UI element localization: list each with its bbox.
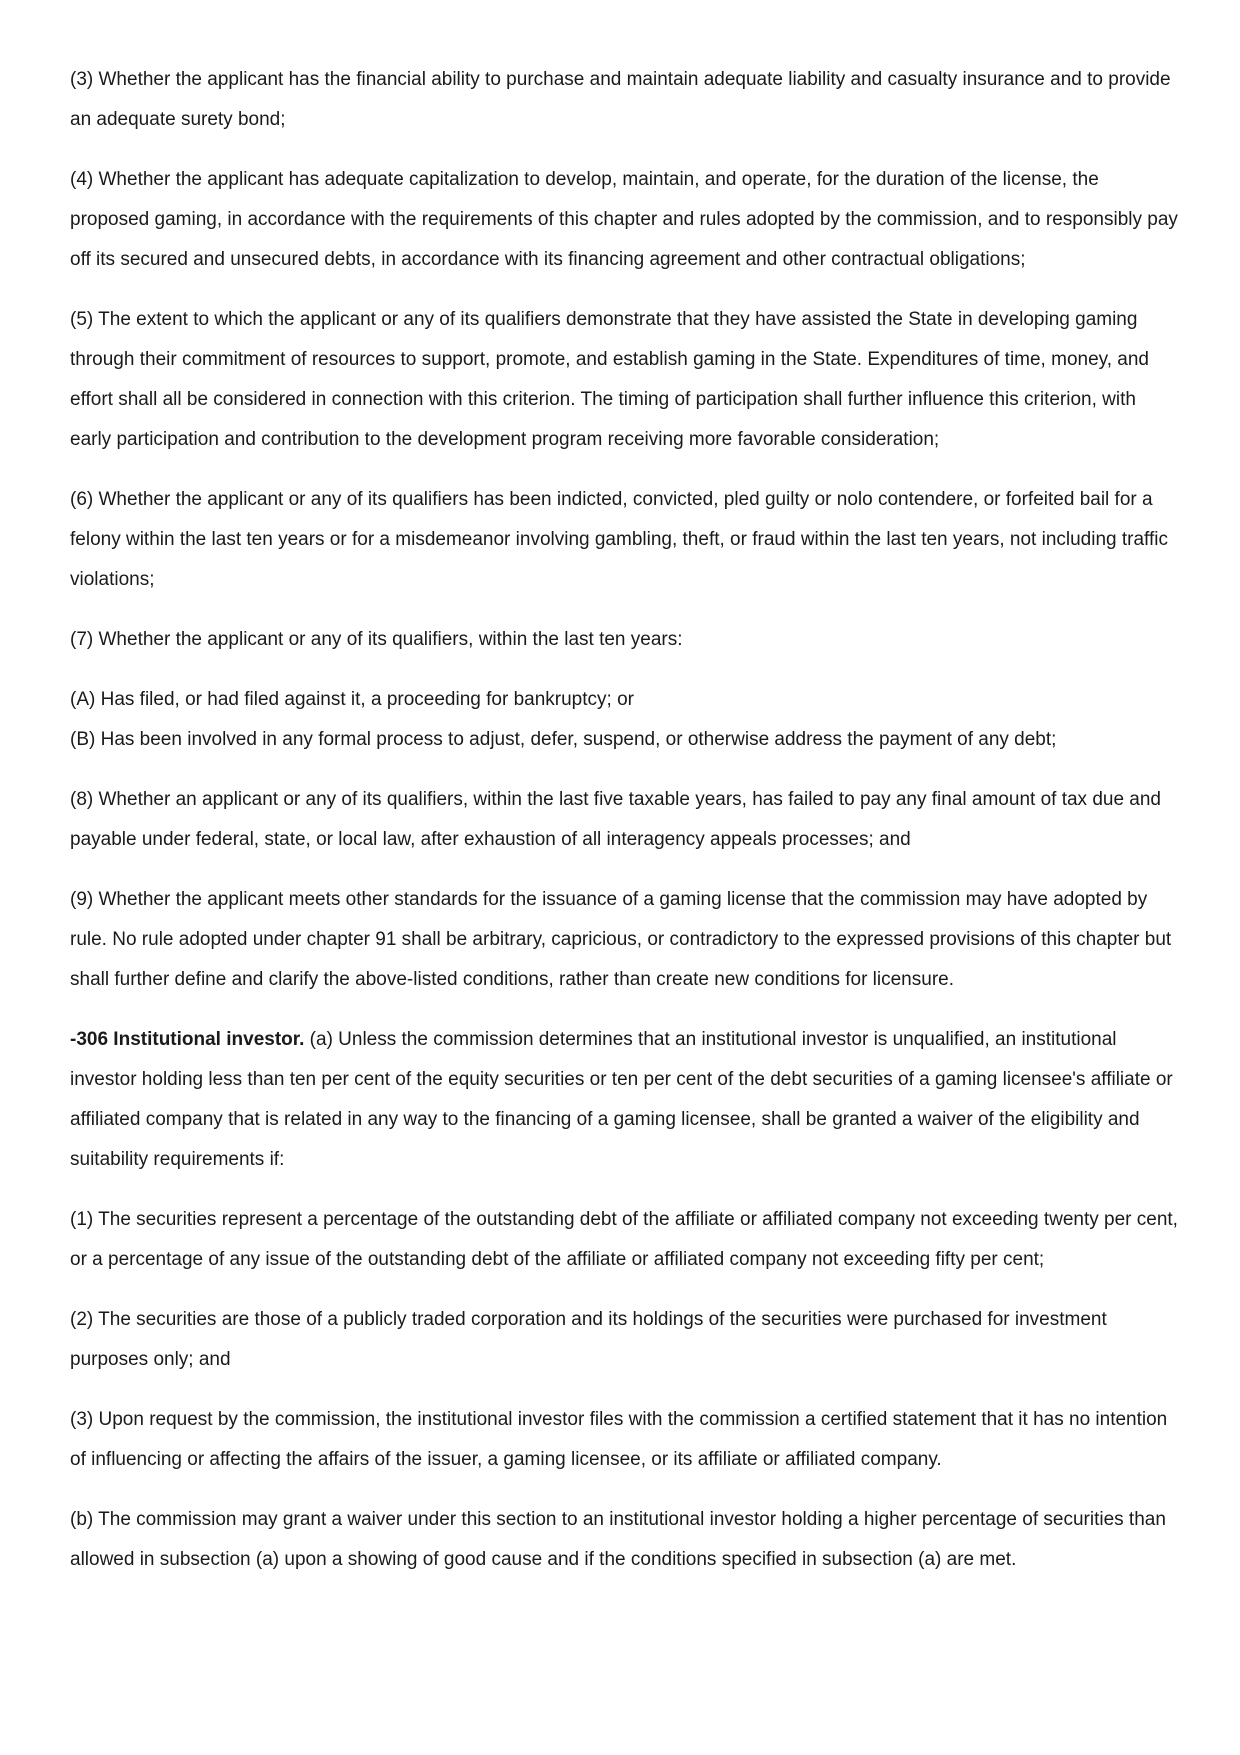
- section-306-paragraph-a: [70, 1020, 1180, 1180]
- section-306-item-2: (2) The securities are those of a publicly traded corporation and its holdings of the securities were purchased for investment purposes only; and: [70, 1309, 1107, 1370]
- section-306-intro: (a) Unless the commission determines that an institutional investor is unqualified, an institutional investor holding less than ten per cent of the equity securities or ten per cent of the debt securities of a gaming licensee's affiliate or affiliated company that is related in any way to the financing of a gaming licensee, shall be granted a waiver of the eligibility and suitability requirements if:: [70, 1029, 1173, 1170]
- paragraph-9: (9) Whether the applicant meets other standards for the issuance of a gaming license that the commission may have adopted by rule. No rule adopted under chapter 91 shall be arbitrary, capricious, or contradictory to the expressed provisions of this chapter but shall further define and clarify the above-listed conditions, rather than create new conditions for licensure.: [70, 889, 1172, 990]
- section-306-paragraph-b: (b) The commission may grant a waiver under this section to an institutional investor holding a higher percentage of securities than allowed in subsection (a) upon a showing of good cause and if the conditions specified in subsection (a) are met.: [70, 1509, 1166, 1570]
- paragraph-6: (6) Whether the applicant or any of its qualifiers has been indicted, convicted, pled guilty or nolo contendere, or forfeited bail for a felony within the last ten years or for a misdemeanor involving gambling, theft, or fraud within the last ten years, not including traffic violations;: [70, 489, 1168, 590]
- paragraph-8: (8) Whether an applicant or any of its qualifiers, within the last five taxable years, has failed to pay any final amount of tax due and payable under federal, state, or local law, after exhaustion of all interagency appeals processes; and: [70, 789, 1161, 850]
- section-306-item-1: (1) The securities represent a percentage of the outstanding debt of the affiliate or affiliated company not exceeding twenty per cent, or a percentage of any issue of the outstanding debt of the affiliate or affiliated company not exceeding fifty per cent;: [70, 1209, 1178, 1270]
- paragraph-7-b: (B) Has been involved in any formal process to adjust, defer, suspend, or otherwise address the payment of any debt;: [70, 729, 1057, 750]
- document-page: [70, 60, 1180, 1600]
- paragraph-4: (4) Whether the applicant has adequate capitalization to develop, maintain, and operate, for the duration of the license, the proposed gaming, in accordance with the requirements of this chapter and rules adopted by the commission, and to responsibly pay off its secured and unsecured debts, in accordance with its financing agreement and other contractual obligations;: [70, 169, 1178, 270]
- paragraph-5: (5) The extent to which the applicant or any of its qualifiers demonstrate that they have assisted the State in developing gaming through their commitment of resources to support, promote, and establish gaming in the State. Expenditures of time, money, and effort shall all be considered in connection with this criterion. The timing of participation shall further influence this criterion, with early participation and contribution to the development program receiving more favorable consideration;: [70, 309, 1149, 450]
- paragraph-7: (7) Whether the applicant or any of its qualifiers, within the last ten years:: [70, 629, 683, 650]
- section-306-heading: -306 Institutional investor.: [70, 1029, 305, 1050]
- paragraph-3: (3) Whether the applicant has the financial ability to purchase and maintain adequate liability and casualty insurance and to provide an adequate surety bond;: [70, 69, 1171, 130]
- paragraph-7-a: (A) Has filed, or had filed against it, a proceeding for bankruptcy; or: [70, 689, 634, 710]
- section-306-item-3: (3) Upon request by the commission, the institutional investor files with the commission a certified statement that it has no intention of influencing or affecting the affairs of the issuer, a gaming licensee, or its affiliate or affiliated company.: [70, 1409, 1168, 1470]
